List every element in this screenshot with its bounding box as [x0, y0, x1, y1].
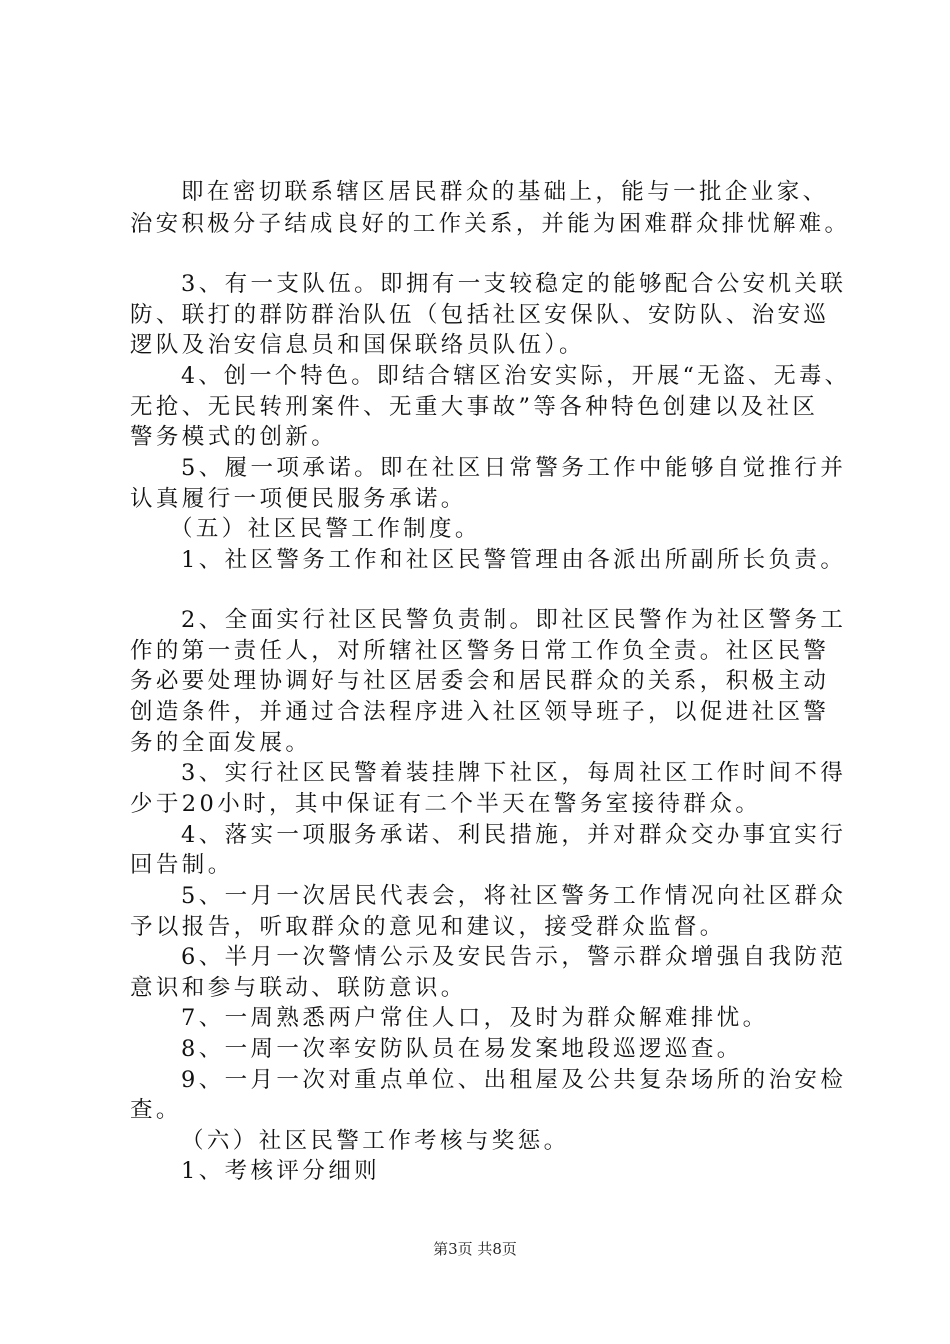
paragraph-line: 1、社区警务工作和社区民警管理由各派出所副所长负责。	[181, 547, 847, 573]
paragraph-line: 5、一月一次居民代表会，将社区警务工作情况向社区群众	[181, 883, 847, 909]
paragraph-line: 务的全面发展。	[130, 730, 312, 756]
paragraph-line: 4、创一个特色。即结合辖区治安实际，开展“无盗、无毒、	[181, 363, 851, 389]
paragraph-line: 7、一周熟悉两户常住人口，及时为群众解难排忧。	[181, 1005, 769, 1031]
paragraph-line: 予以报告，听取群众的意见和建议，接受群众监督。	[130, 914, 726, 940]
section-heading: （五）社区民警工作制度。	[170, 516, 481, 542]
paragraph-line: 无抢、无民转刑案件、无重大事故”等各种特色创建以及社区	[130, 394, 819, 420]
paragraph-line: 9、一月一次对重点单位、出租屋及公共复杂场所的治安检	[181, 1067, 847, 1093]
paragraph-line: 作的第一责任人，对所辖社区警务日常工作负全责。社区民警	[130, 638, 830, 664]
paragraph-line: 8、一周一次率安防队员在易发案地段巡逻巡查。	[181, 1036, 743, 1062]
paragraph-line: 5、履一项承诺。即在社区日常警务工作中能够自觉推行并	[181, 455, 847, 481]
paragraph-line: 查。	[130, 1097, 182, 1123]
paragraph-line: 4、落实一项服务承诺、利民措施，并对群众交办事宜实行	[181, 822, 847, 848]
paragraph-line: 创造条件，并通过合法程序进入社区领导班子，以促进社区警	[130, 699, 830, 725]
paragraph-line: 务必要处理协调好与社区居委会和居民群众的关系，积极主动	[130, 668, 830, 694]
paragraph-line: 3、实行社区民警着装挂牌下社区，每周社区工作时间不得	[181, 760, 847, 786]
paragraph-line: 治安积极分子结成良好的工作关系，并能为困难群众排忧解难。	[130, 211, 851, 237]
paragraph-line: 即在密切联系辖区居民群众的基础上，能与一批企业家、	[181, 179, 829, 205]
page-footer: 第3页 共8页	[433, 1240, 517, 1258]
paragraph-line: 意识和参与联动、联防意识。	[130, 975, 467, 1001]
paragraph-line: 3、有一支队伍。即拥有一支较稳定的能够配合公安机关联	[181, 271, 847, 297]
paragraph-line: 2、全面实行社区民警负责制。即社区民警作为社区警务工	[181, 607, 847, 633]
paragraph-line: 少于20小时，其中保证有二个半天在警务室接待群众。	[130, 791, 762, 817]
paragraph-line: 6、半月一次警情公示及安民告示，警示群众增强自我防范	[181, 944, 847, 970]
paragraph-line: 认真履行一项便民服务承诺。	[130, 486, 467, 512]
paragraph-line: 1、考核评分细则	[181, 1158, 381, 1184]
paragraph-line: 防、联打的群防群治队伍（包括社区安保队、安防队、治安巡	[130, 302, 830, 328]
paragraph-line: 逻队及治安信息员和国保联络员队伍）。	[130, 332, 585, 358]
paragraph-line: 警务模式的创新。	[130, 424, 338, 450]
paragraph-line: 回告制。	[130, 852, 234, 878]
section-heading: （六）社区民警工作考核与奖惩。	[181, 1128, 570, 1154]
